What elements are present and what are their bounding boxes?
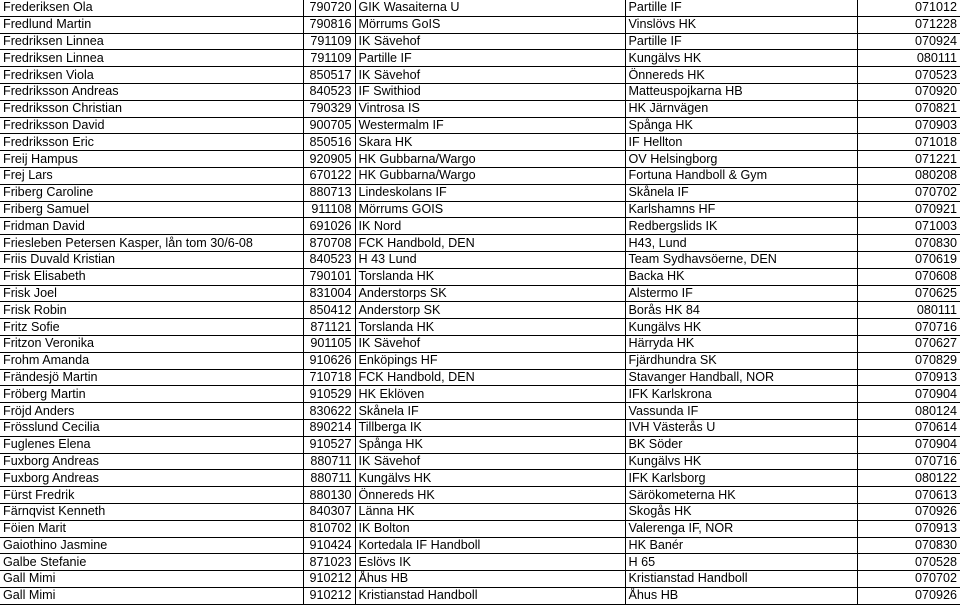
to-club-cell: OV Helsingborg [625,151,857,168]
player-name-cell: Fröjd Anders [0,403,303,420]
from-club-cell: Kortedala IF Handboll [355,537,625,554]
transfer-date-cell: 070926 [857,503,960,520]
transfer-date-cell: 070528 [857,554,960,571]
transfer-date-cell: 070702 [857,184,960,201]
from-club-cell: FCK Handbold, DEN [355,369,625,386]
player-name-cell: Frösslund Cecilia [0,419,303,436]
transfer-date-cell: 070913 [857,369,960,386]
transfer-date-cell: 070904 [857,436,960,453]
from-club-cell: Lindeskolans IF [355,184,625,201]
to-club-cell: Särökometerna HK [625,487,857,504]
to-club-cell: Fjärdhundra SK [625,352,857,369]
to-club-cell: IF Hellton [625,134,857,151]
table-row [0,218,960,235]
birth-date-cell: 900705 [303,117,355,134]
table-row [0,352,960,369]
player-name-cell: Fredriksen Viola [0,67,303,84]
player-name-cell: Frej Lars [0,167,303,184]
player-name-cell: Fredriksson Christian [0,100,303,117]
birth-date-cell: 880711 [303,470,355,487]
player-name-cell: Gall Mimi [0,571,303,588]
birth-date-cell: 791109 [303,33,355,50]
from-club-cell: Eslövs IK [355,554,625,571]
to-club-cell: Matteuspojkarna HB [625,83,857,100]
table-row [0,587,960,604]
transfer-date-cell: 071018 [857,134,960,151]
birth-date-cell: 790816 [303,16,355,33]
player-name-cell: Frohm Amanda [0,352,303,369]
player-name-cell: Friberg Samuel [0,201,303,218]
from-club-cell: Skånela IF [355,403,625,420]
table-row [0,268,960,285]
player-name-cell: Fredriksen Linnea [0,33,303,50]
to-club-cell: Valerenga IF, NOR [625,520,857,537]
to-club-cell: Partille IF [625,33,857,50]
player-name-cell: Fröberg Martin [0,386,303,403]
birth-date-cell: 670122 [303,167,355,184]
from-club-cell: Mörrums GOIS [355,201,625,218]
table-row [0,235,960,252]
to-club-cell: Team Sydhavsöerne, DEN [625,251,857,268]
from-club-cell: HK Eklöven [355,386,625,403]
birth-date-cell: 840523 [303,251,355,268]
to-club-cell: Kungälvs HK [625,50,857,67]
table-row [0,117,960,134]
birth-date-cell: 910424 [303,537,355,554]
from-club-cell: Önnereds HK [355,487,625,504]
birth-date-cell: 790720 [303,0,355,16]
birth-date-cell: 830622 [303,403,355,420]
player-name-cell: Fritz Sofie [0,319,303,336]
to-club-cell: Kristianstad Handboll [625,571,857,588]
transfer-date-cell: 070716 [857,319,960,336]
from-club-cell: IK Sävehof [355,33,625,50]
to-club-cell: BK Söder [625,436,857,453]
table-row [0,0,960,16]
birth-date-cell: 790101 [303,268,355,285]
to-club-cell: Fortuna Handboll & Gym [625,167,857,184]
to-club-cell: Redbergslids IK [625,218,857,235]
transfer-date-cell: 070913 [857,520,960,537]
from-club-cell: H 43 Lund [355,251,625,268]
from-club-cell: IK Sävehof [355,453,625,470]
table-row [0,369,960,386]
birth-date-cell: 901105 [303,335,355,352]
player-name-cell: Galbe Stefanie [0,554,303,571]
from-club-cell: Länna HK [355,503,625,520]
birth-date-cell: 871023 [303,554,355,571]
from-club-cell: Partille IF [355,50,625,67]
player-name-cell: Gaiothino Jasmine [0,537,303,554]
player-name-cell: Fridman David [0,218,303,235]
player-name-cell: Freij Hampus [0,151,303,168]
player-name-cell: Fritzon Veronika [0,335,303,352]
birth-date-cell: 691026 [303,218,355,235]
transfer-date-cell: 070821 [857,100,960,117]
from-club-cell: IK Bolton [355,520,625,537]
from-club-cell: Torslanda HK [355,268,625,285]
from-club-cell: Anderstorps SK [355,285,625,302]
birth-date-cell: 790329 [303,100,355,117]
transfer-date-cell: 070904 [857,386,960,403]
to-club-cell: Vassunda IF [625,403,857,420]
player-name-cell: Friis Duvald Kristian [0,251,303,268]
birth-date-cell: 910529 [303,386,355,403]
table-row [0,319,960,336]
table-row [0,436,960,453]
player-name-cell: Fredriksson Andreas [0,83,303,100]
from-club-cell: IF Swithiod [355,83,625,100]
table-row [0,100,960,117]
to-club-cell: Vinslövs HK [625,16,857,33]
from-club-cell: Mörrums GoIS [355,16,625,33]
to-club-cell: Kungälvs HK [625,453,857,470]
player-name-cell: Friesleben Petersen Kasper, lån tom 30/6-08 [0,235,303,252]
from-club-cell: Enköpings HF [355,352,625,369]
from-club-cell: FCK Handbold, DEN [355,235,625,252]
player-name-cell: Fuxborg Andreas [0,470,303,487]
table-row [0,571,960,588]
from-club-cell: Kristianstad Handboll [355,587,625,604]
birth-date-cell: 710718 [303,369,355,386]
transfer-date-cell: 080111 [857,302,960,319]
birth-date-cell: 880711 [303,453,355,470]
birth-date-cell: 911108 [303,201,355,218]
player-name-cell: Fredriksen Linnea [0,50,303,67]
from-club-cell: IK Sävehof [355,67,625,84]
birth-date-cell: 810702 [303,520,355,537]
to-club-cell: Partille IF [625,0,857,16]
player-name-cell: Fredriksson Eric [0,134,303,151]
table-row [0,50,960,67]
player-name-cell: Fredlund Martin [0,16,303,33]
table-row [0,33,960,50]
transfer-date-cell: 070608 [857,268,960,285]
transfer-date-cell: 070613 [857,487,960,504]
to-club-cell: HK Banér [625,537,857,554]
to-club-cell: IVH Västerås U [625,419,857,436]
to-club-cell: Backa HK [625,268,857,285]
transfer-date-cell: 070903 [857,117,960,134]
birth-date-cell: 870708 [303,235,355,252]
transfer-date-cell: 070829 [857,352,960,369]
player-name-cell: Gall Mimi [0,587,303,604]
table-row [0,16,960,33]
player-name-cell: Fredriksson David [0,117,303,134]
to-club-cell: H 65 [625,554,857,571]
to-club-cell: Önnereds HK [625,67,857,84]
to-club-cell: IFK Karlsborg [625,470,857,487]
table-row [0,251,960,268]
birth-date-cell: 910527 [303,436,355,453]
from-club-cell: Westermalm IF [355,117,625,134]
to-club-cell: Skogås HK [625,503,857,520]
transfer-date-cell: 071012 [857,0,960,16]
to-club-cell: Spånga HK [625,117,857,134]
table-row [0,184,960,201]
from-club-cell: Anderstorp SK [355,302,625,319]
birth-date-cell: 850516 [303,134,355,151]
to-club-cell: Stavanger Handball, NOR [625,369,857,386]
from-club-cell: IK Sävehof [355,335,625,352]
transfer-date-cell: 080208 [857,167,960,184]
transfer-date-cell: 070921 [857,201,960,218]
transfer-date-cell: 080111 [857,50,960,67]
player-name-cell: Frisk Joel [0,285,303,302]
to-club-cell: Härryda HK [625,335,857,352]
from-club-cell: Torslanda HK [355,319,625,336]
transfer-date-cell: 070830 [857,235,960,252]
table-row [0,403,960,420]
transfer-date-cell: 070614 [857,419,960,436]
player-name-cell: Frederiksen Ola [0,0,303,16]
transfer-date-cell: 070926 [857,587,960,604]
to-club-cell: IFK Karlskrona [625,386,857,403]
birth-date-cell: 791109 [303,50,355,67]
to-club-cell: Karlshamns HF [625,201,857,218]
to-club-cell: Skånela IF [625,184,857,201]
birth-date-cell: 840523 [303,83,355,100]
from-club-cell: GIK Wasaiterna U [355,0,625,16]
transfer-date-cell: 071221 [857,151,960,168]
table-row [0,503,960,520]
table-row [0,470,960,487]
to-club-cell: HK Järnvägen [625,100,857,117]
table-row [0,67,960,84]
to-club-cell: Kungälvs HK [625,319,857,336]
from-club-cell: Åhus HB [355,571,625,588]
table-row [0,419,960,436]
to-club-cell: Alstermo IF [625,285,857,302]
player-name-cell: Fuglenes Elena [0,436,303,453]
birth-date-cell: 920905 [303,151,355,168]
birth-date-cell: 840307 [303,503,355,520]
transfer-date-cell: 071003 [857,218,960,235]
table-row [0,302,960,319]
table-row [0,386,960,403]
transfer-date-cell: 070619 [857,251,960,268]
player-name-cell: Frisk Robin [0,302,303,319]
to-club-cell: H43, Lund [625,235,857,252]
transfer-date-cell: 070920 [857,83,960,100]
player-name-cell: Färnqvist Kenneth [0,503,303,520]
transfer-date-cell: 070702 [857,571,960,588]
player-name-cell: Fuxborg Andreas [0,453,303,470]
transfer-date-cell: 080122 [857,470,960,487]
transfer-date-cell: 071228 [857,16,960,33]
from-club-cell: Vintrosa IS [355,100,625,117]
birth-date-cell: 910626 [303,352,355,369]
birth-date-cell: 831004 [303,285,355,302]
player-name-cell: Fürst Fredrik [0,487,303,504]
transfer-date-cell: 070716 [857,453,960,470]
to-club-cell: Borås HK 84 [625,302,857,319]
table-row [0,335,960,352]
from-club-cell: Tillberga IK [355,419,625,436]
birth-date-cell: 910212 [303,571,355,588]
birth-date-cell: 890214 [303,419,355,436]
player-name-cell: Frisk Elisabeth [0,268,303,285]
from-club-cell: HK Gubbarna/Wargo [355,151,625,168]
transfer-date-cell: 070523 [857,67,960,84]
birth-date-cell: 880713 [303,184,355,201]
transfer-date-cell: 070924 [857,33,960,50]
table-row [0,537,960,554]
player-name-cell: Föien Marit [0,520,303,537]
transfer-date-cell: 070625 [857,285,960,302]
player-name-cell: Friberg Caroline [0,184,303,201]
transfer-date-cell: 080124 [857,403,960,420]
to-club-cell: Åhus HB [625,587,857,604]
table-row [0,453,960,470]
table-row [0,134,960,151]
birth-date-cell: 871121 [303,319,355,336]
transfer-date-cell: 070830 [857,537,960,554]
from-club-cell: Kungälvs HK [355,470,625,487]
from-club-cell: Skara HK [355,134,625,151]
transfer-date-cell: 070627 [857,335,960,352]
table-row [0,520,960,537]
table-row [0,554,960,571]
from-club-cell: IK Nord [355,218,625,235]
table-row [0,83,960,100]
table-row [0,151,960,168]
table-row [0,487,960,504]
from-club-cell: HK Gubbarna/Wargo [355,167,625,184]
table-row [0,167,960,184]
birth-date-cell: 910212 [303,587,355,604]
birth-date-cell: 850412 [303,302,355,319]
from-club-cell: Spånga HK [355,436,625,453]
table-row [0,285,960,302]
birth-date-cell: 880130 [303,487,355,504]
birth-date-cell: 850517 [303,67,355,84]
player-name-cell: Frändesjö Martin [0,369,303,386]
table-row [0,201,960,218]
